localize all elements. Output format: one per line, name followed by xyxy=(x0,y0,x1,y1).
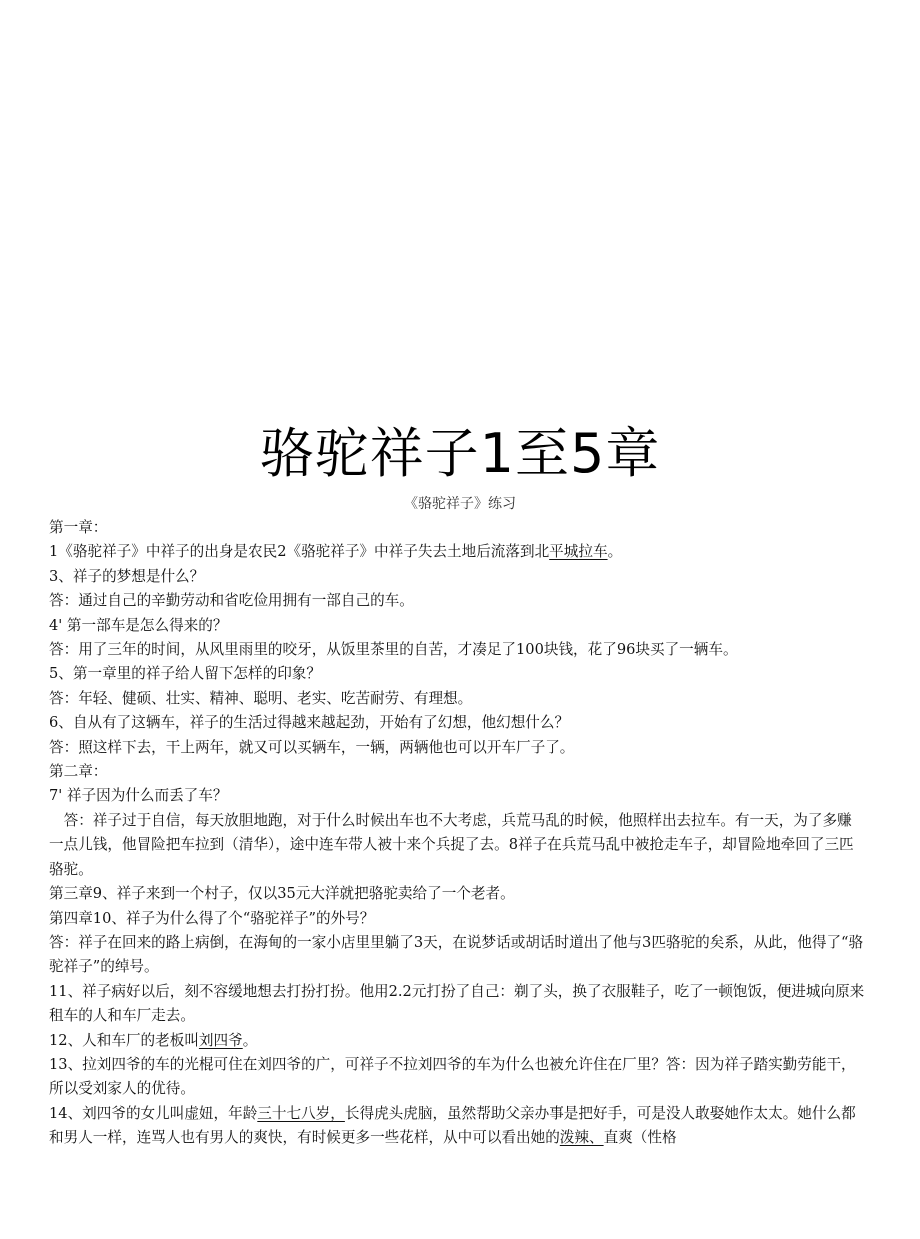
question-paragraph: 13、拉刘四爷的车的光棍可住在刘四爷的广，可祥子不拉刘四爷的车为什么也被允许住在厂里？答：因为祥子踏实勤劳能干，所以受刘家人的优待。 xyxy=(49,1055,856,1098)
underlined-answer: 泼辣、 xyxy=(559,1129,604,1147)
document-body xyxy=(49,516,865,1151)
chapter-heading-2: 第二章： xyxy=(49,763,108,781)
answer-line: 答：照这样下去，干上两年，就又可以买辆车，一辆，两辆他也可以开车厂子了。 xyxy=(49,738,575,756)
answer-paragraph: 答：祥子过于自信，每天放胆地跑，对于什么时候出车也不大考虑，兵荒马乱的时候，他照样出去拉车。有一天，为了多赚一点儿钱，他冒险把车拉到（清华），途中连车带人被十来个兵捉了去。8祥子在兵荒马乱中被抢走车子，却冒险地牵回了三匹骆驼。 xyxy=(49,811,854,878)
answer-line: 答：用了三年的时间，从风里雨里的咬牙，从饭里茶里的自苦，才凑足了100块钱，花了96块买了一辆车。 xyxy=(49,641,738,659)
question-line: 6、自从有了这辆车，祥子的生活过得越来越起劲，开始有了幻想，他幻想什么？ xyxy=(49,714,570,732)
chapter-3-line: 第三章9、祥子来到一个村子，仅以35元大洋就把骆驼卖给了一个老者。 xyxy=(49,885,515,903)
question-line: 7' 祥子因为什么而丢了车？ xyxy=(49,787,228,805)
page-title: 骆驼祥子1至5章 xyxy=(259,422,661,485)
chapter-4-line: 第四章10、祥子为什么得了个“骆驼祥子”的外号？ xyxy=(49,909,375,927)
underlined-answer: 平城拉车 xyxy=(549,543,608,561)
text-line: 1《骆驼祥子》中祥子的出身是农民2《骆驼祥子》中祥子失去土地后流落到北平城拉车。 xyxy=(49,543,623,561)
underlined-answer: 刘四爷 xyxy=(198,1031,243,1049)
question-paragraph: 11、祥子病好以后，刻不容缓地想去打扮打扮。他用2.2元打扮了自己：剃了头，换了衣服鞋子，吃了一顿饱饭，便进城向原来租车的人和车厂走去。 xyxy=(49,982,865,1025)
page-subtitle: 《骆驼祥子》练习 xyxy=(404,496,516,512)
question-line: 5、第一章里的祥子给人留下怎样的印象？ xyxy=(49,665,321,683)
question-line: 4' 第一部车是怎么得来的？ xyxy=(49,616,228,634)
text-paragraph: 14、刘四爷的女儿叫虚妞，年龄三十七八岁，长得虎头虎脑，虽然帮助父亲办事是把好手，可是没人敢娶她作太太。她什么都和男人一样，连骂人也有男人的爽快，有时候更多一些花样，从中可以看出她的泼辣、直爽（性格 xyxy=(49,1104,856,1147)
question-line: 3、祥子的梦想是什么？ xyxy=(49,567,205,585)
answer-line: 答：年轻、健硕、壮实、精神、聪明、老实、吃苦耐劳、有理想。 xyxy=(49,689,473,707)
text-line: 12、人和车厂的老板叫刘四爷。 xyxy=(49,1031,258,1049)
chapter-heading-1: 第一章： xyxy=(49,519,108,536)
answer-line: 答：通过自己的辛勤劳动和省吃俭用拥有一部自己的车。 xyxy=(49,592,414,610)
answer-paragraph: 答：祥子在回来的路上病倒，在海甸的一家小店里里躺了3天，在说梦话或胡话时道出了他与3匹骆驼的矣系，从此，他得了“骆驼祥子”的绰号。 xyxy=(49,933,864,976)
underlined-answer: 三十七八岁， xyxy=(257,1104,345,1122)
